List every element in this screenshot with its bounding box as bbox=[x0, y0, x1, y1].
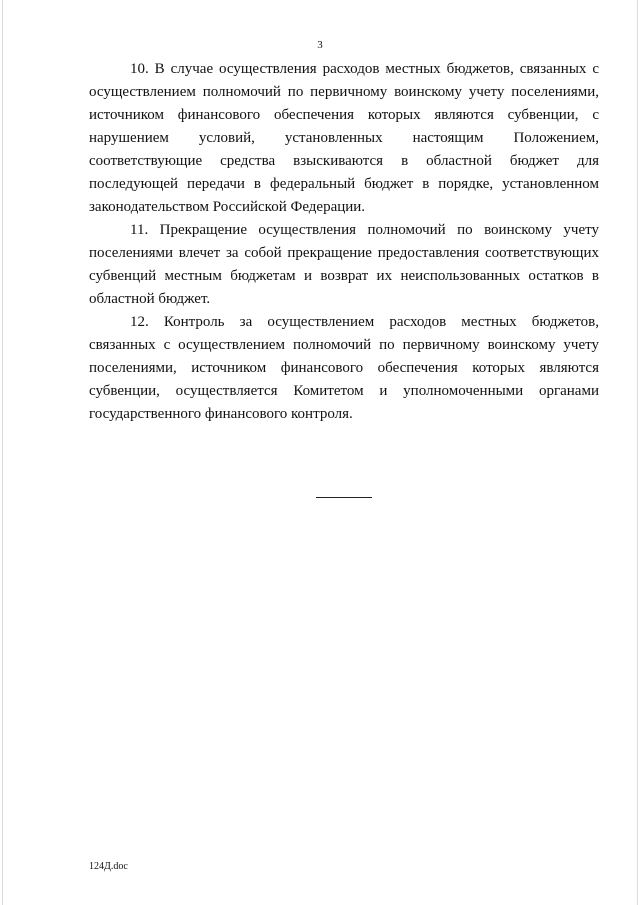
paragraph-11: 11. Прекращение осуществления полномочий по воинскому учету поселениями влечет за собой прекращение предоставления соответствующих субвенций местным бюджетам и возврат их неиспользованных остатков в областной бюджет. bbox=[89, 222, 599, 307]
document-body bbox=[89, 58, 599, 426]
scan-edge-right bbox=[637, 0, 638, 905]
paragraph-10: 10. В случае осуществления расходов местных бюджетов, связанных с осуществлением полномочий по первичному воинскому учету поселениями, источником финансового обеспечения которых являются субвенции, с нарушением условий, установленных настоящим Положением, соответствующие средства взыскиваются в областной бюджет для последующей передачи в федеральный бюджет в порядке, установленном законодательством Российской Федерации. bbox=[89, 61, 599, 215]
page-number: 3 bbox=[317, 39, 323, 51]
paragraph-12: 12. Контроль за осуществлением расходов местных бюджетов, связанных с осуществлением полномочий по первичному воинскому учету поселениями, источником финансового обеспечения которых являются субвенции, осуществляется Комитетом и уполномоченными органами государственного финансового контроля. bbox=[89, 314, 599, 422]
end-divider-line bbox=[316, 497, 372, 498]
scan-edge-left bbox=[2, 0, 3, 905]
footer-filename: 124Д.doc bbox=[89, 861, 128, 872]
